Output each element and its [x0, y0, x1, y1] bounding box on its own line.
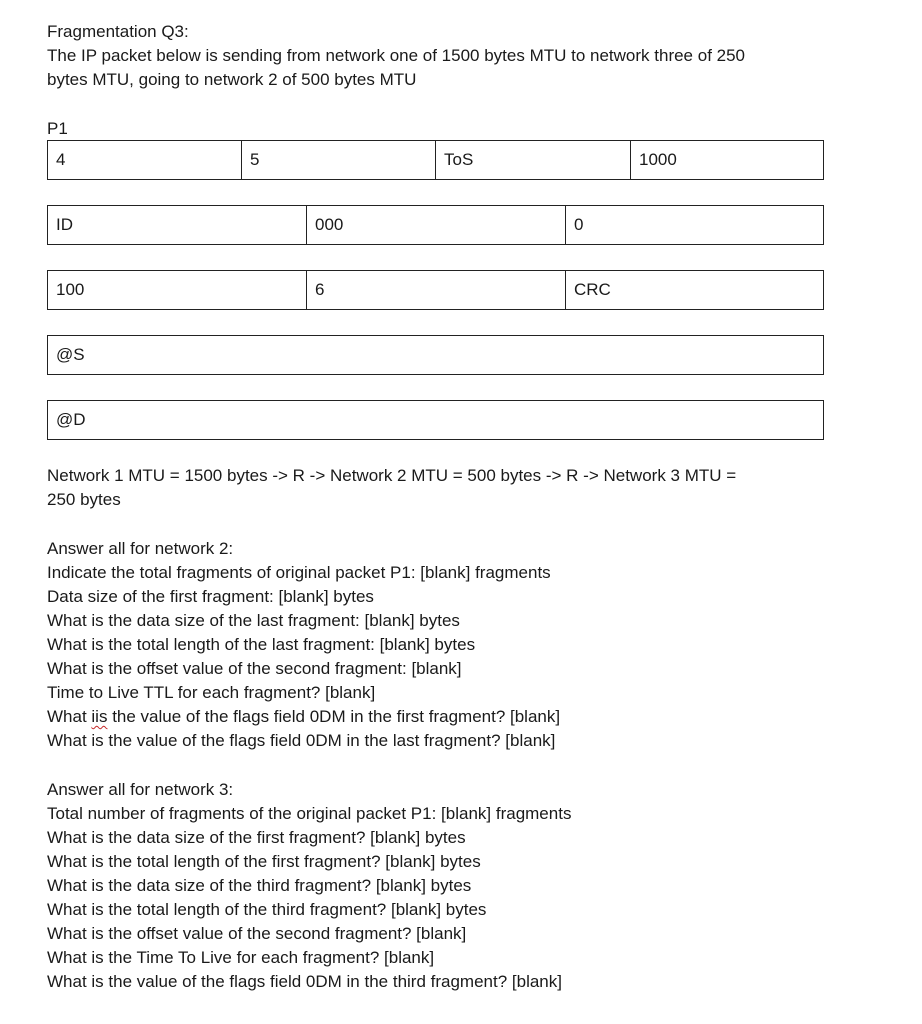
network-path-line-2: 250 bytes [47, 490, 121, 509]
offset-cell: 0 [574, 215, 584, 234]
network2-question: What is the data size of the last fragment: [blank] bytes [47, 611, 460, 630]
question-header [47, 20, 847, 92]
total-length-cell: 1000 [639, 150, 677, 169]
destination-address-cell: @D [56, 410, 86, 429]
network3-question: What is the data size of the first fragment? [blank] bytes [47, 828, 466, 847]
intro-line-1: The IP packet below is sending from network one of 1500 bytes MTU to network three of 250 [47, 46, 746, 65]
network2-question: What iis the value of the flags field 0DM in the first fragment? [blank] [47, 707, 561, 726]
network2-question: Data size of the first fragment: [blank] bytes [47, 587, 374, 606]
spellcheck-underline: iis [91, 707, 108, 726]
network2-heading: Answer all for network 2: [47, 539, 234, 558]
network3-heading: Answer all for network 3: [47, 780, 234, 799]
ihl-cell: 5 [242, 141, 436, 179]
packet-label: P1 [47, 119, 68, 138]
network3-question: What is the Time To Live for each fragment? [blank] [47, 948, 435, 967]
ttl-cell: 100 [48, 271, 307, 309]
packet-row-5 [47, 400, 824, 440]
network2-question: Time to Live TTL for each fragment? [blank] [47, 683, 376, 702]
network3-question: What is the data size of the third fragment? [blank] bytes [47, 876, 472, 895]
source-address-cell: @S [56, 345, 85, 364]
network2-question: What is the offset value of the second fragment: [blank] [47, 659, 462, 678]
network3-question: What is the value of the flags field 0DM in the third fragment? [blank] [47, 972, 562, 991]
network-path [47, 464, 837, 512]
network3-section [47, 778, 837, 994]
tos-cell: ToS [436, 141, 631, 179]
network2-section [47, 537, 837, 753]
network3-question: What is the total length of the third fragment? [blank] bytes [47, 900, 487, 919]
packet-row-3 [47, 270, 824, 310]
flags-cell: 000 [307, 206, 566, 244]
version-cell: 4 [48, 141, 242, 179]
network2-question: What is the total length of the last fragment: [blank] bytes [47, 635, 476, 654]
packet-row-4 [47, 335, 824, 375]
id-cell: ID [48, 206, 307, 244]
protocol-cell: 6 [307, 271, 566, 309]
network3-question: What is the offset value of the second fragment? [blank] [47, 924, 467, 943]
network2-question: What is the value of the flags field 0DM in the last fragment? [blank] [47, 731, 556, 750]
packet-row-1 [47, 140, 824, 180]
checksum-cell: CRC [574, 280, 611, 299]
network-path-line-1: Network 1 MTU = 1500 bytes -> R -> Network 2 MTU = 500 bytes -> R -> Network 3 MTU = [47, 466, 737, 485]
question-title: Fragmentation Q3: [47, 22, 189, 41]
network3-question: What is the total length of the first fragment? [blank] bytes [47, 852, 481, 871]
packet-row-2 [47, 205, 824, 245]
intro-line-2: bytes MTU, going to network 2 of 500 bytes MTU [47, 70, 417, 89]
network3-question: Total number of fragments of the original packet P1: [blank] fragments [47, 804, 572, 823]
network2-question: Indicate the total fragments of original packet P1: [blank] fragments [47, 563, 551, 582]
